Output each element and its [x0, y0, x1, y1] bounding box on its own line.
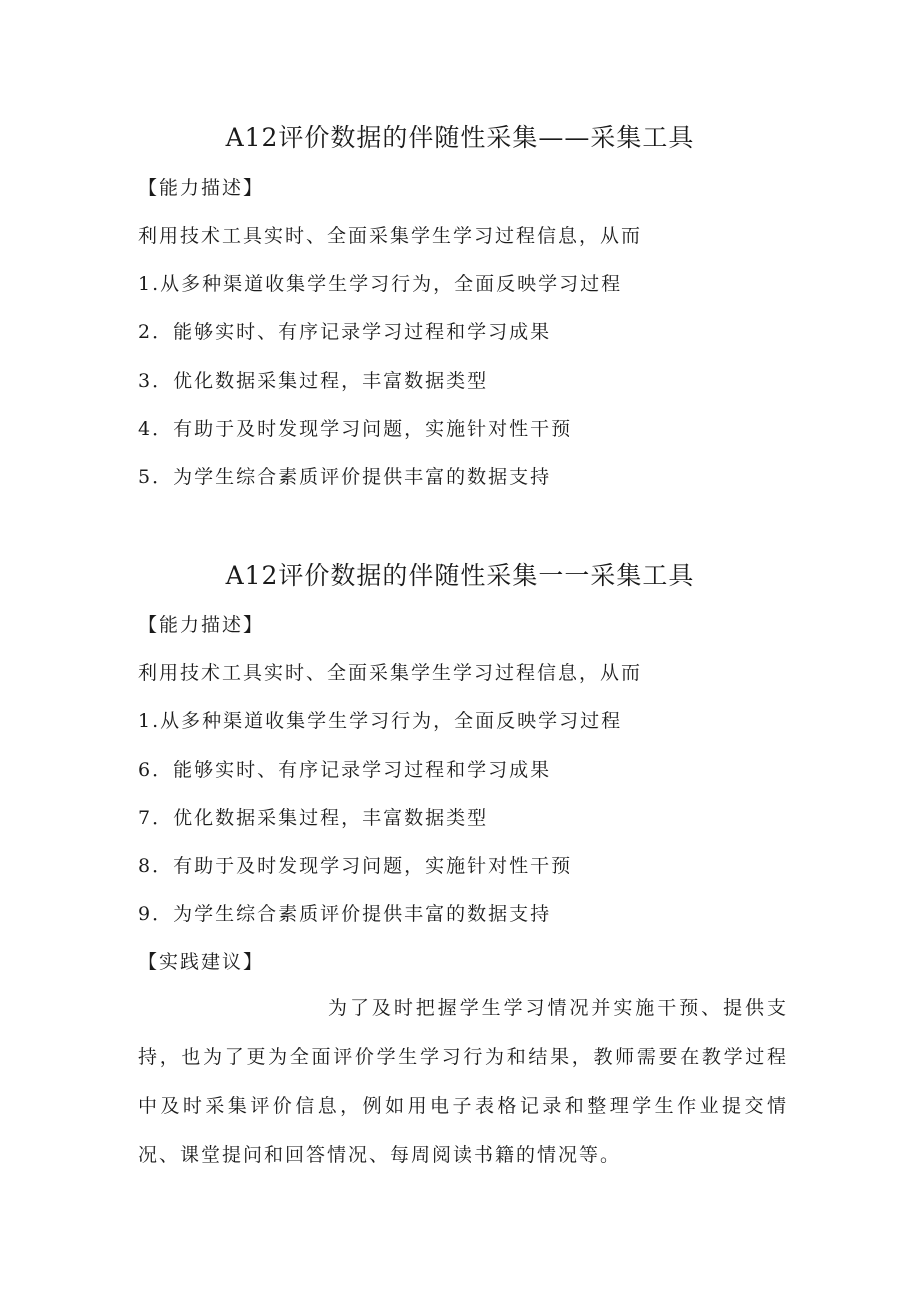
section2-item-8: 8．有助于及时发现学习问题，实施针对性干预	[138, 855, 573, 877]
practice-paragraph: 为了及时把握学生学习情况并实施干预、提供支持，也为了更为全面评价学生学习行为和结果，教师需要在教学过程中及时采集评价信息，例如用电子表格记录和整理学生作业提交情况、课堂提问和回答情况、每周阅读书籍的情况等。	[138, 997, 788, 1166]
section2-intro: 利用技术工具实时、全面采集学生学习过程信息，从而	[138, 662, 643, 684]
section1-item-4: 4．有助于及时发现学习问题，实施针对性干预	[138, 418, 573, 440]
section1-item-3: 3．优化数据采集过程，丰富数据类型	[138, 370, 489, 392]
section2-item-7: 7．优化数据采集过程，丰富数据类型	[138, 807, 489, 829]
practice-heading: 【实践建议】	[138, 951, 265, 973]
section1-title: A12评价数据的伴随性采集——采集工具	[225, 123, 695, 152]
section2-item-1: 1.从多种渠道收集学生学习行为，全面反映学习过程	[138, 710, 623, 732]
section1-heading: 【能力描述】	[138, 177, 265, 199]
section1-item-5: 5．为学生综合素质评价提供丰富的数据支持	[138, 466, 552, 488]
section2-heading: 【能力描述】	[138, 614, 265, 636]
section1-item-1: 1.从多种渠道收集学生学习行为，全面反映学习过程	[138, 273, 623, 295]
section2-item-6: 6．能够实时、有序记录学习过程和学习成果	[138, 759, 552, 781]
section1-item-2: 2．能够实时、有序记录学习过程和学习成果	[138, 321, 552, 343]
section2-item-9: 9．为学生综合素质评价提供丰富的数据支持	[138, 903, 552, 925]
section1-intro: 利用技术工具实时、全面采集学生学习过程信息，从而	[138, 225, 643, 247]
section2-title: A12评价数据的伴随性采集一一采集工具	[225, 561, 695, 590]
